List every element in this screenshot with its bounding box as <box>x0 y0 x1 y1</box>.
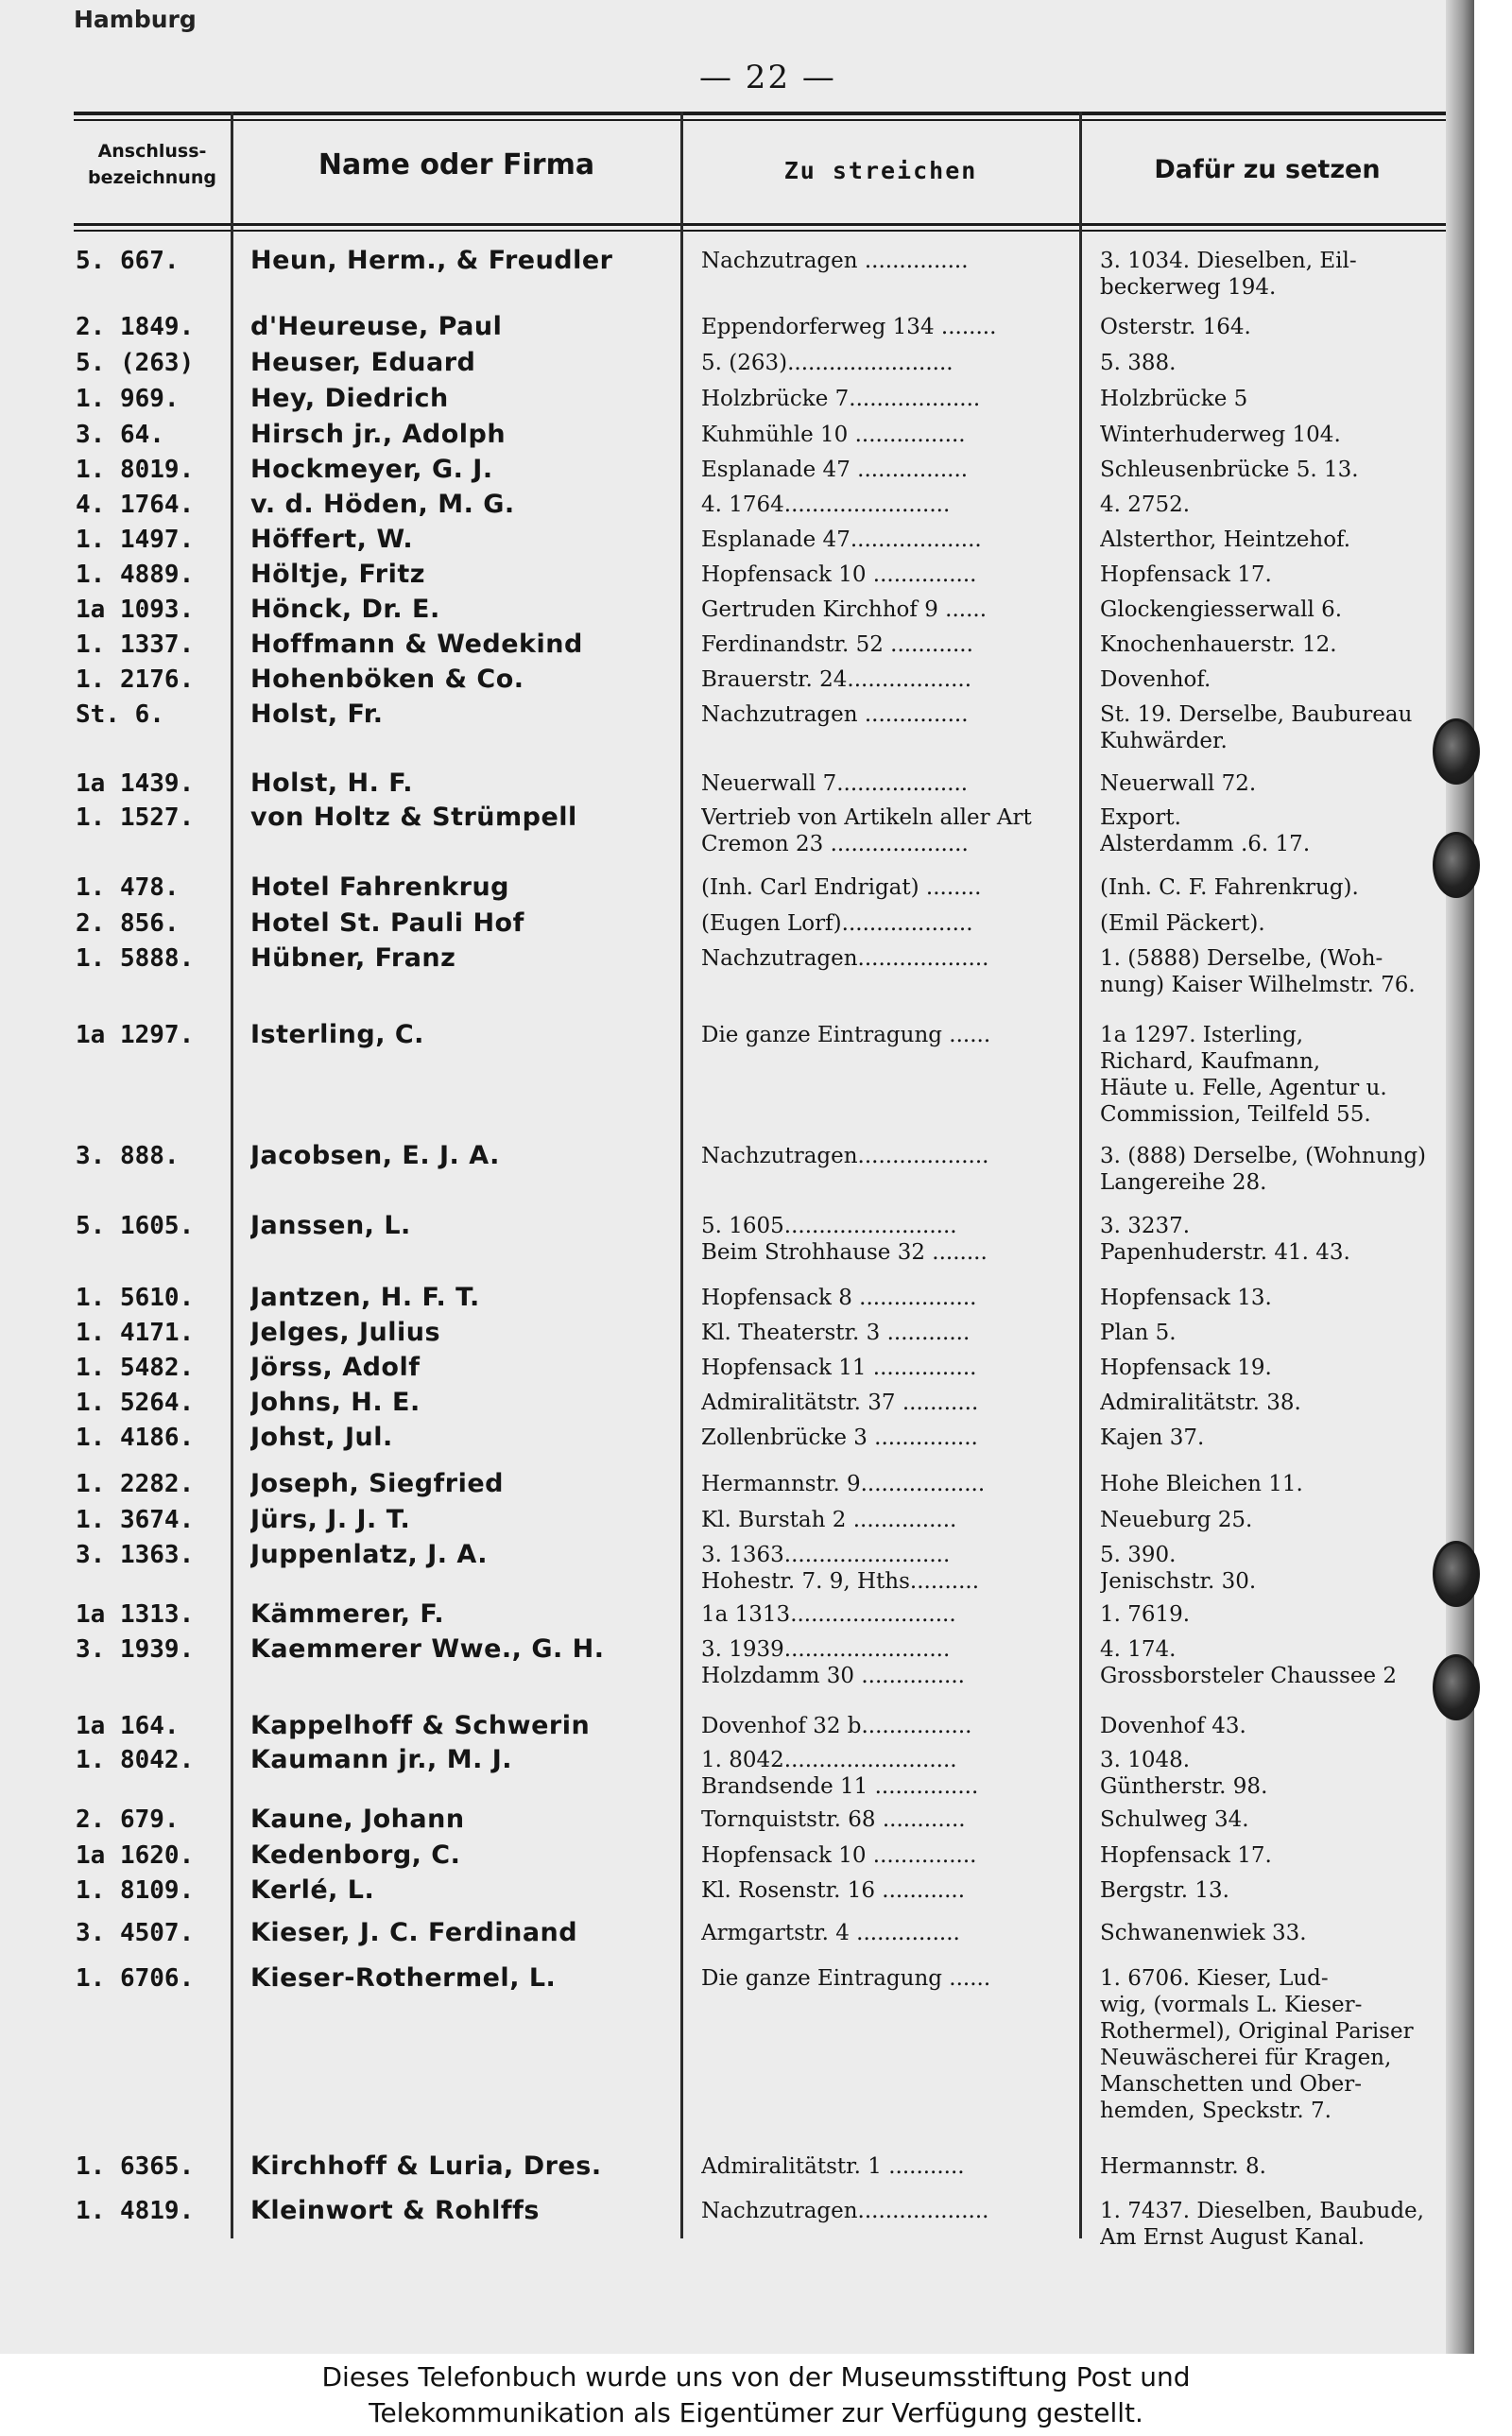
entry-to-delete-line: Kl. Burstah 2 ............... <box>701 1508 957 1532</box>
replacement-entry <box>1100 874 1467 901</box>
entry-to-delete <box>701 1390 1070 1416</box>
entry-to-delete <box>701 1471 1070 1497</box>
replacement-entry-line: 5. 390. <box>1100 1543 1177 1567</box>
replacement-entry <box>1100 561 1467 588</box>
replacement-entry-line: Grossborsteler Chaussee 2 <box>1100 1664 1398 1688</box>
subscriber-name: Hotel St. Pauli Hof <box>250 910 524 937</box>
replacement-entry-line: Alsterdamm .6. 17. <box>1100 832 1311 856</box>
subscriber-name: Kleinwort & Rohlffs <box>250 2198 540 2224</box>
replacement-entry-line: Güntherstr. 98. <box>1100 1774 1268 1799</box>
column-header-name: Name oder Firma <box>318 148 595 181</box>
line-number: 3. 64. <box>76 422 164 448</box>
entry-to-delete <box>701 1806 1070 1833</box>
line-number: 1. 3674. <box>76 1507 195 1533</box>
entry-to-delete-line: Holzdamm 30 ............... <box>701 1664 965 1688</box>
line-number: 1. 1497. <box>76 527 195 553</box>
page-number: — 22 — <box>699 59 836 96</box>
replacement-entry-line: 3. 3237. <box>1100 1214 1191 1238</box>
line-number: 1. 6365. <box>76 2153 195 2180</box>
entry-to-delete <box>701 1965 1070 1992</box>
replacement-entry-line: Glockengiesserwall 6. <box>1100 597 1343 622</box>
entry-to-delete-line: Vertrieb von Artikeln aller Art <box>701 805 1032 830</box>
replacement-entry <box>1100 527 1467 553</box>
entry-to-delete-line: Kl. Theaterstr. 3 ............ <box>701 1321 971 1345</box>
subscriber-name: Kaune, Johann <box>250 1806 465 1833</box>
column-header-number: Anschluss- bezeichnung <box>88 141 216 188</box>
entry-to-delete <box>701 457 1070 483</box>
entry-to-delete-line: (Eugen Lorf)................... <box>701 911 973 936</box>
subscriber-name: d'Heureuse, Paul <box>250 314 503 340</box>
subscriber-name: Jürs, J. J. T. <box>250 1507 411 1533</box>
line-number: 1. 478. <box>76 874 180 901</box>
line-number: 5. 1605. <box>76 1213 195 1239</box>
subscriber-name: Hirsch jr., Adolph <box>250 422 507 448</box>
subscriber-name: Johns, H. E. <box>250 1390 421 1416</box>
replacement-entry-line: Neueburg 25. <box>1100 1508 1253 1532</box>
subscriber-name: Hübner, Franz <box>250 945 456 972</box>
replacement-entry-line: Richard, Kaufmann, <box>1100 1049 1321 1074</box>
line-number: 1. 4819. <box>76 2198 195 2224</box>
replacement-entry-line: 1. (5888) Derselbe, (Woh- <box>1100 946 1383 971</box>
entry-to-delete <box>701 1143 1070 1169</box>
replacement-entry <box>1100 701 1467 754</box>
entry-to-delete-line: Kuhmühle 10 ................ <box>701 423 966 447</box>
subscriber-name: Höltje, Fritz <box>250 561 425 588</box>
line-number: 1. 5264. <box>76 1390 195 1416</box>
line-number: 1. 5482. <box>76 1355 195 1381</box>
subscriber-name: Holst, Fr. <box>250 701 384 728</box>
entry-to-delete-line: Brandsende 11 ............... <box>701 1774 979 1799</box>
entry-to-delete <box>701 1285 1070 1311</box>
replacement-entry <box>1100 1143 1467 1196</box>
replacement-entry-line: Hermannstr. 8. <box>1100 2154 1266 2179</box>
replacement-entry <box>1100 1601 1467 1628</box>
entry-to-delete <box>701 422 1070 448</box>
binder-ring <box>1433 1654 1480 1720</box>
replacement-entry <box>1100 1320 1467 1346</box>
entry-to-delete <box>701 2198 1070 2224</box>
subscriber-name: Kämmerer, F. <box>250 1601 445 1628</box>
entry-to-delete-line: Ferdinandstr. 52 ............ <box>701 632 973 657</box>
replacement-entry <box>1100 1425 1467 1451</box>
subscriber-name: Kirchhoff & Luria, Dres. <box>250 2153 602 2180</box>
replacement-entry-line: Schulweg 34. <box>1100 1807 1249 1832</box>
entry-to-delete <box>701 631 1070 658</box>
entry-to-delete <box>701 596 1070 623</box>
replacement-entry <box>1100 1390 1467 1416</box>
subscriber-name: Jacobsen, E. J. A. <box>250 1143 500 1169</box>
replacement-entry <box>1100 1022 1467 1128</box>
replacement-entry-line: 5. 388. <box>1100 351 1177 375</box>
column-header-strike: Zu streichen <box>783 157 978 184</box>
line-number: 5. 667. <box>76 248 180 274</box>
line-number: 5. (263) <box>76 350 195 376</box>
subscriber-name: Kaemmerer Wwe., G. H. <box>250 1636 605 1663</box>
entry-to-delete-line: Hopfensack 11 ............... <box>701 1356 977 1380</box>
line-number: 1a 1297. <box>76 1022 195 1048</box>
replacement-entry-line: Hopfensack 17. <box>1100 1843 1272 1868</box>
line-number: 2. 1849. <box>76 314 195 340</box>
replacement-entry <box>1100 1747 1467 1800</box>
entry-to-delete-line: Esplanade 47................... <box>701 527 982 552</box>
entry-to-delete <box>701 1636 1070 1689</box>
binder-ring <box>1433 832 1480 898</box>
replacement-entry <box>1100 1471 1467 1497</box>
replacement-entry-line: Export. <box>1100 805 1181 830</box>
replacement-entry-line: Neuwäscherei für Kragen, <box>1100 2046 1392 2070</box>
subscriber-name: Kerlé, L. <box>250 1877 375 1904</box>
line-number: 1a 1313. <box>76 1601 195 1628</box>
entry-to-delete <box>701 386 1070 412</box>
entry-to-delete-line: Neuerwall 7................... <box>701 771 969 796</box>
line-number: 3. 888. <box>76 1143 180 1169</box>
entry-to-delete <box>701 666 1070 693</box>
replacement-entry-line: Bergstr. 13. <box>1100 1878 1229 1903</box>
entry-to-delete-line: Dovenhof 32 b................ <box>701 1714 972 1738</box>
replacement-entry <box>1100 804 1467 857</box>
replacement-entry-line: Kajen 37. <box>1100 1425 1205 1450</box>
replacement-entry-line: Holzbrücke 5 <box>1100 387 1248 411</box>
subscriber-name: Hockmeyer, G. J. <box>250 457 493 483</box>
replacement-entry <box>1100 910 1467 937</box>
entry-to-delete <box>701 492 1070 518</box>
entry-to-delete <box>701 1920 1070 1946</box>
entry-to-delete-line: Holzbrücke 7................... <box>701 387 981 411</box>
footer-notice <box>0 2354 1512 2436</box>
replacement-entry <box>1100 1920 1467 1946</box>
replacement-entry-line: hemden, Speckstr. 7. <box>1100 2099 1332 2123</box>
entry-to-delete-line: 4. 1764........................ <box>701 492 951 517</box>
replacement-entry-line: Admiralitätstr. 38. <box>1100 1391 1301 1415</box>
entry-to-delete-line: Hopfensack 8 ................. <box>701 1286 977 1310</box>
entry-to-delete-line: Die ganze Eintragung ...... <box>701 1966 991 1991</box>
replacement-entry <box>1100 248 1467 301</box>
entry-to-delete-line: Eppendorferweg 134 ........ <box>701 315 997 339</box>
subscriber-name: Kieser, J. C. Ferdinand <box>250 1920 578 1946</box>
replacement-entry-line: Jenischstr. 30. <box>1100 1569 1257 1594</box>
replacement-entry-line: St. 19. Derselbe, Baubureau <box>1100 702 1413 727</box>
replacement-entry-line: nung) Kaiser Wilhelmstr. 76. <box>1100 973 1416 997</box>
replacement-entry-line: (Emil Päckert). <box>1100 911 1265 936</box>
line-number: 1. 6706. <box>76 1965 195 1992</box>
replacement-entry-line: 1a 1297. Isterling, <box>1100 1023 1304 1047</box>
entry-to-delete-line: Nachzutragen ............... <box>701 702 969 727</box>
entry-to-delete <box>701 1877 1070 1904</box>
entry-to-delete <box>701 701 1070 728</box>
replacement-entry <box>1100 422 1467 448</box>
replacement-entry-line: Dovenhof. <box>1100 667 1211 692</box>
line-number: 1a 1439. <box>76 770 195 797</box>
replacement-entry-line: 3. 1034. Dieselben, Eil- <box>1100 249 1357 273</box>
entry-to-delete-line: Cremon 23 .................... <box>701 832 969 856</box>
entry-to-delete-line: Zollenbrücke 3 ............... <box>701 1425 978 1450</box>
subscriber-name: Isterling, C. <box>250 1022 424 1048</box>
entry-to-delete-line: 1. 8042......................... <box>701 1748 957 1772</box>
footer-line-1: Dieses Telefonbuch wurde uns von der Museumsstiftung Post und <box>321 2361 1191 2393</box>
replacement-entry <box>1100 945 1467 998</box>
entry-to-delete <box>701 1213 1070 1266</box>
entry-to-delete <box>701 1320 1070 1346</box>
subscriber-name: Hoffmann & Wedekind <box>250 631 583 658</box>
subscriber-name: Juppenlatz, J. A. <box>250 1542 489 1568</box>
replacement-entry <box>1100 1877 1467 1904</box>
entry-to-delete <box>701 945 1070 972</box>
line-number: 1. 4186. <box>76 1425 195 1451</box>
line-number: 3. 1939. <box>76 1636 195 1663</box>
replacement-entry <box>1100 350 1467 376</box>
replacement-entry-line: Schwanenwiek 33. <box>1100 1921 1307 1945</box>
replacement-entry-line: (Inh. C. F. Fahrenkrug). <box>1100 875 1359 900</box>
line-number: 1. 1527. <box>76 804 195 831</box>
replacement-entry-line: Am Ernst August Kanal. <box>1100 2225 1366 2250</box>
line-number: 1. 2176. <box>76 666 195 693</box>
entry-to-delete <box>701 527 1070 553</box>
binder-ring <box>1433 718 1480 785</box>
line-number: 1. 4889. <box>76 561 195 588</box>
subscriber-name: Johst, Jul. <box>250 1425 393 1451</box>
entry-to-delete <box>701 1507 1070 1533</box>
replacement-entry <box>1100 1965 1467 2124</box>
replacement-entry <box>1100 1713 1467 1739</box>
replacement-entry-line: Hohe Bleichen 11. <box>1100 1472 1303 1496</box>
entry-to-delete-line: Esplanade 47 ................ <box>701 458 969 482</box>
replacement-entry <box>1100 457 1467 483</box>
subscriber-name: Hey, Diedrich <box>250 386 449 412</box>
replacement-entry-line: Rothermel), Original Pariser <box>1100 2019 1414 2044</box>
replacement-entry-line: 1. 7619. <box>1100 1602 1191 1627</box>
entry-to-delete <box>701 1022 1070 1048</box>
replacement-entry-line: Commission, Teilfeld 55. <box>1100 1102 1371 1127</box>
line-number: 1. 8109. <box>76 1877 195 1904</box>
entry-to-delete-line: Hopfensack 10 ............... <box>701 1843 977 1868</box>
entry-to-delete-line: 3. 1363........................ <box>701 1543 951 1567</box>
entry-to-delete <box>701 770 1070 797</box>
replacement-entry-line: beckerweg 194. <box>1100 275 1277 300</box>
entry-to-delete <box>701 1842 1070 1869</box>
entry-to-delete <box>701 561 1070 588</box>
entry-to-delete-line: Nachzutragen................... <box>701 2199 989 2223</box>
subscriber-name: Janssen, L. <box>250 1213 411 1239</box>
replacement-entry <box>1100 770 1467 797</box>
entry-to-delete <box>701 1601 1070 1628</box>
entry-to-delete <box>701 1542 1070 1595</box>
subscriber-name: Joseph, Siegfried <box>250 1471 504 1497</box>
replacement-entry-line: Langereihe 28. <box>1100 1170 1267 1195</box>
entry-to-delete <box>701 248 1070 274</box>
entry-to-delete <box>701 314 1070 340</box>
entry-to-delete-line: Hohestr. 7. 9, Hths.......... <box>701 1569 980 1594</box>
entry-to-delete <box>701 874 1070 901</box>
line-number: 2. 856. <box>76 910 180 937</box>
entry-to-delete <box>701 1747 1070 1800</box>
subscriber-name: von Holtz & Strümpell <box>250 804 577 831</box>
line-number: 1. 8042. <box>76 1747 195 1773</box>
replacement-entry-line: Osterstr. 164. <box>1100 315 1251 339</box>
replacement-entry-line: Knochenhauerstr. 12. <box>1100 632 1337 657</box>
subscriber-name: Hohenböken & Co. <box>250 666 524 693</box>
replacement-entry-line: Papenhuderstr. 41. 43. <box>1100 1240 1350 1265</box>
replacement-entry-line: 4. 2752. <box>1100 492 1191 517</box>
replacement-entry <box>1100 1285 1467 1311</box>
entry-to-delete <box>701 910 1070 937</box>
entry-to-delete-line: Beim Strohhause 32 ........ <box>701 1240 988 1265</box>
entry-to-delete-line: Die ganze Eintragung ...... <box>701 1023 991 1047</box>
line-number: 1. 8019. <box>76 457 195 483</box>
replacement-entry-line: Neuerwall 72. <box>1100 771 1257 796</box>
entry-to-delete-line: Hermannstr. 9.................. <box>701 1472 986 1496</box>
entry-to-delete-line: Gertruden Kirchhof 9 ...... <box>701 597 988 622</box>
subscriber-name: Jörss, Adolf <box>250 1355 421 1381</box>
line-number: 4. 1764. <box>76 492 195 518</box>
subscriber-name: Kappelhoff & Schwerin <box>250 1713 591 1739</box>
subscriber-name: v. d. Höden, M. G. <box>250 492 515 518</box>
entry-to-delete-line: 5. (263)........................ <box>701 351 954 375</box>
line-number: 1a 1093. <box>76 596 195 623</box>
replacement-entry <box>1100 2198 1467 2251</box>
line-number: 1. 2282. <box>76 1471 195 1497</box>
binding-shadow <box>1446 0 1474 2354</box>
subscriber-name: Jantzen, H. F. T. <box>250 1285 480 1311</box>
replacement-entry-line: 4. 174. <box>1100 1637 1177 1662</box>
entry-to-delete-line: Brauerstr. 24.................. <box>701 667 972 692</box>
subscriber-name: Holst, H. F. <box>250 770 414 797</box>
replacement-entry-line: Dovenhof 43. <box>1100 1714 1246 1738</box>
entry-to-delete <box>701 804 1070 857</box>
replacement-entry-line: 3. 1048. <box>1100 1748 1191 1772</box>
replacement-entry <box>1100 386 1467 412</box>
entry-to-delete <box>701 1355 1070 1381</box>
replacement-entry-line: Schleusenbrücke 5. 13. <box>1100 458 1359 482</box>
city-heading: Hamburg <box>74 6 197 33</box>
entry-to-delete <box>701 350 1070 376</box>
entry-to-delete-line: Admiralitätstr. 37 ........... <box>701 1391 979 1415</box>
replacement-entry <box>1100 314 1467 340</box>
entry-to-delete <box>701 2153 1070 2180</box>
line-number: 1. 4171. <box>76 1320 195 1346</box>
entry-to-delete <box>701 1425 1070 1451</box>
line-number: 3. 4507. <box>76 1920 195 1946</box>
replacement-entry-line: 1. 7437. Dieselben, Baubude, <box>1100 2199 1424 2223</box>
line-number: 1. 969. <box>76 386 180 412</box>
replacement-entry <box>1100 1636 1467 1689</box>
replacement-entry <box>1100 1213 1467 1266</box>
replacement-entry-line: Manschetten und Ober- <box>1100 2072 1363 2097</box>
subscriber-name: Kaumann jr., M. J. <box>250 1747 513 1773</box>
replacement-entry <box>1100 666 1467 693</box>
subscriber-name: Höffert, W. <box>250 527 414 553</box>
binder-ring <box>1433 1541 1480 1607</box>
subscriber-name: Jelges, Julius <box>250 1320 441 1346</box>
line-number: 1a 164. <box>76 1713 180 1739</box>
entry-to-delete-line: Armgartstr. 4 ............... <box>701 1921 960 1945</box>
line-number: 2. 679. <box>76 1806 180 1833</box>
footer-line-2: Telekommunikation als Eigentümer zur Verfügung gestellt. <box>369 2397 1143 2428</box>
replacement-entry <box>1100 492 1467 518</box>
replacement-entry <box>1100 596 1467 623</box>
subscriber-name: Kieser-Rothermel, L. <box>250 1965 557 1992</box>
subscriber-name: Heuser, Eduard <box>250 350 476 376</box>
replacement-entry-line: 1. 6706. Kieser, Lud- <box>1100 1966 1329 1991</box>
line-number: 1. 5610. <box>76 1285 195 1311</box>
line-number: 1a 1620. <box>76 1842 195 1869</box>
entry-to-delete-line: 3. 1939........................ <box>701 1637 951 1662</box>
entry-to-delete-line: (Inh. Carl Endrigat) ........ <box>701 875 982 900</box>
subscriber-name: Kedenborg, C. <box>250 1842 461 1869</box>
column-header-replace: Dafür zu setzen <box>1154 155 1381 184</box>
entry-to-delete-line: Nachzutragen ............... <box>701 249 969 273</box>
entry-to-delete-line: Hopfensack 10 ............... <box>701 562 977 587</box>
entry-to-delete-line: Kl. Rosenstr. 16 ............ <box>701 1878 965 1903</box>
entry-to-delete-line: 5. 1605......................... <box>701 1214 957 1238</box>
replacement-entry <box>1100 631 1467 658</box>
entry-to-delete-line: Tornquiststr. 68 ............ <box>701 1807 966 1832</box>
replacement-entry <box>1100 1507 1467 1533</box>
line-number: 1. 5888. <box>76 945 195 972</box>
subscriber-name: Hotel Fahrenkrug <box>250 874 509 901</box>
replacement-entry <box>1100 1542 1467 1595</box>
replacement-entry-line: 3. (888) Derselbe, (Wohnung) <box>1100 1144 1427 1168</box>
line-number: 3. 1363. <box>76 1542 195 1568</box>
page-edge <box>1474 0 1512 2354</box>
replacement-entry-line: Plan 5. <box>1100 1321 1177 1345</box>
replacement-entry-line: Winterhuderweg 104. <box>1100 423 1341 447</box>
entry-to-delete-line: 1a 1313........................ <box>701 1602 956 1627</box>
replacement-entry <box>1100 1806 1467 1833</box>
subscriber-name: Hönck, Dr. E. <box>250 596 440 623</box>
line-number: 1. 1337. <box>76 631 195 658</box>
replacement-entry-line: Alsterthor, Heintzehof. <box>1100 527 1351 552</box>
replacement-entry-line: Hopfensack 19. <box>1100 1356 1272 1380</box>
entry-to-delete-line: Nachzutragen................... <box>701 1144 989 1168</box>
replacement-entry <box>1100 2153 1467 2180</box>
entry-to-delete <box>701 1713 1070 1739</box>
replacement-entry <box>1100 1355 1467 1381</box>
replacement-entry <box>1100 1842 1467 1869</box>
line-number: St. 6. <box>76 701 164 728</box>
subscriber-name: Heun, Herm., & Freudler <box>250 248 613 274</box>
replacement-entry-line: wig, (vormals L. Kieser- <box>1100 1993 1363 2017</box>
replacement-entry-line: Hopfensack 13. <box>1100 1286 1272 1310</box>
replacement-entry-line: Hopfensack 17. <box>1100 562 1272 587</box>
replacement-entry-line: Kuhwärder. <box>1100 729 1228 753</box>
replacement-entry-line: Häute u. Felle, Agentur u. <box>1100 1076 1387 1100</box>
entry-to-delete-line: Nachzutragen................... <box>701 946 989 971</box>
entry-to-delete-line: Admiralitätstr. 1 ........... <box>701 2154 965 2179</box>
